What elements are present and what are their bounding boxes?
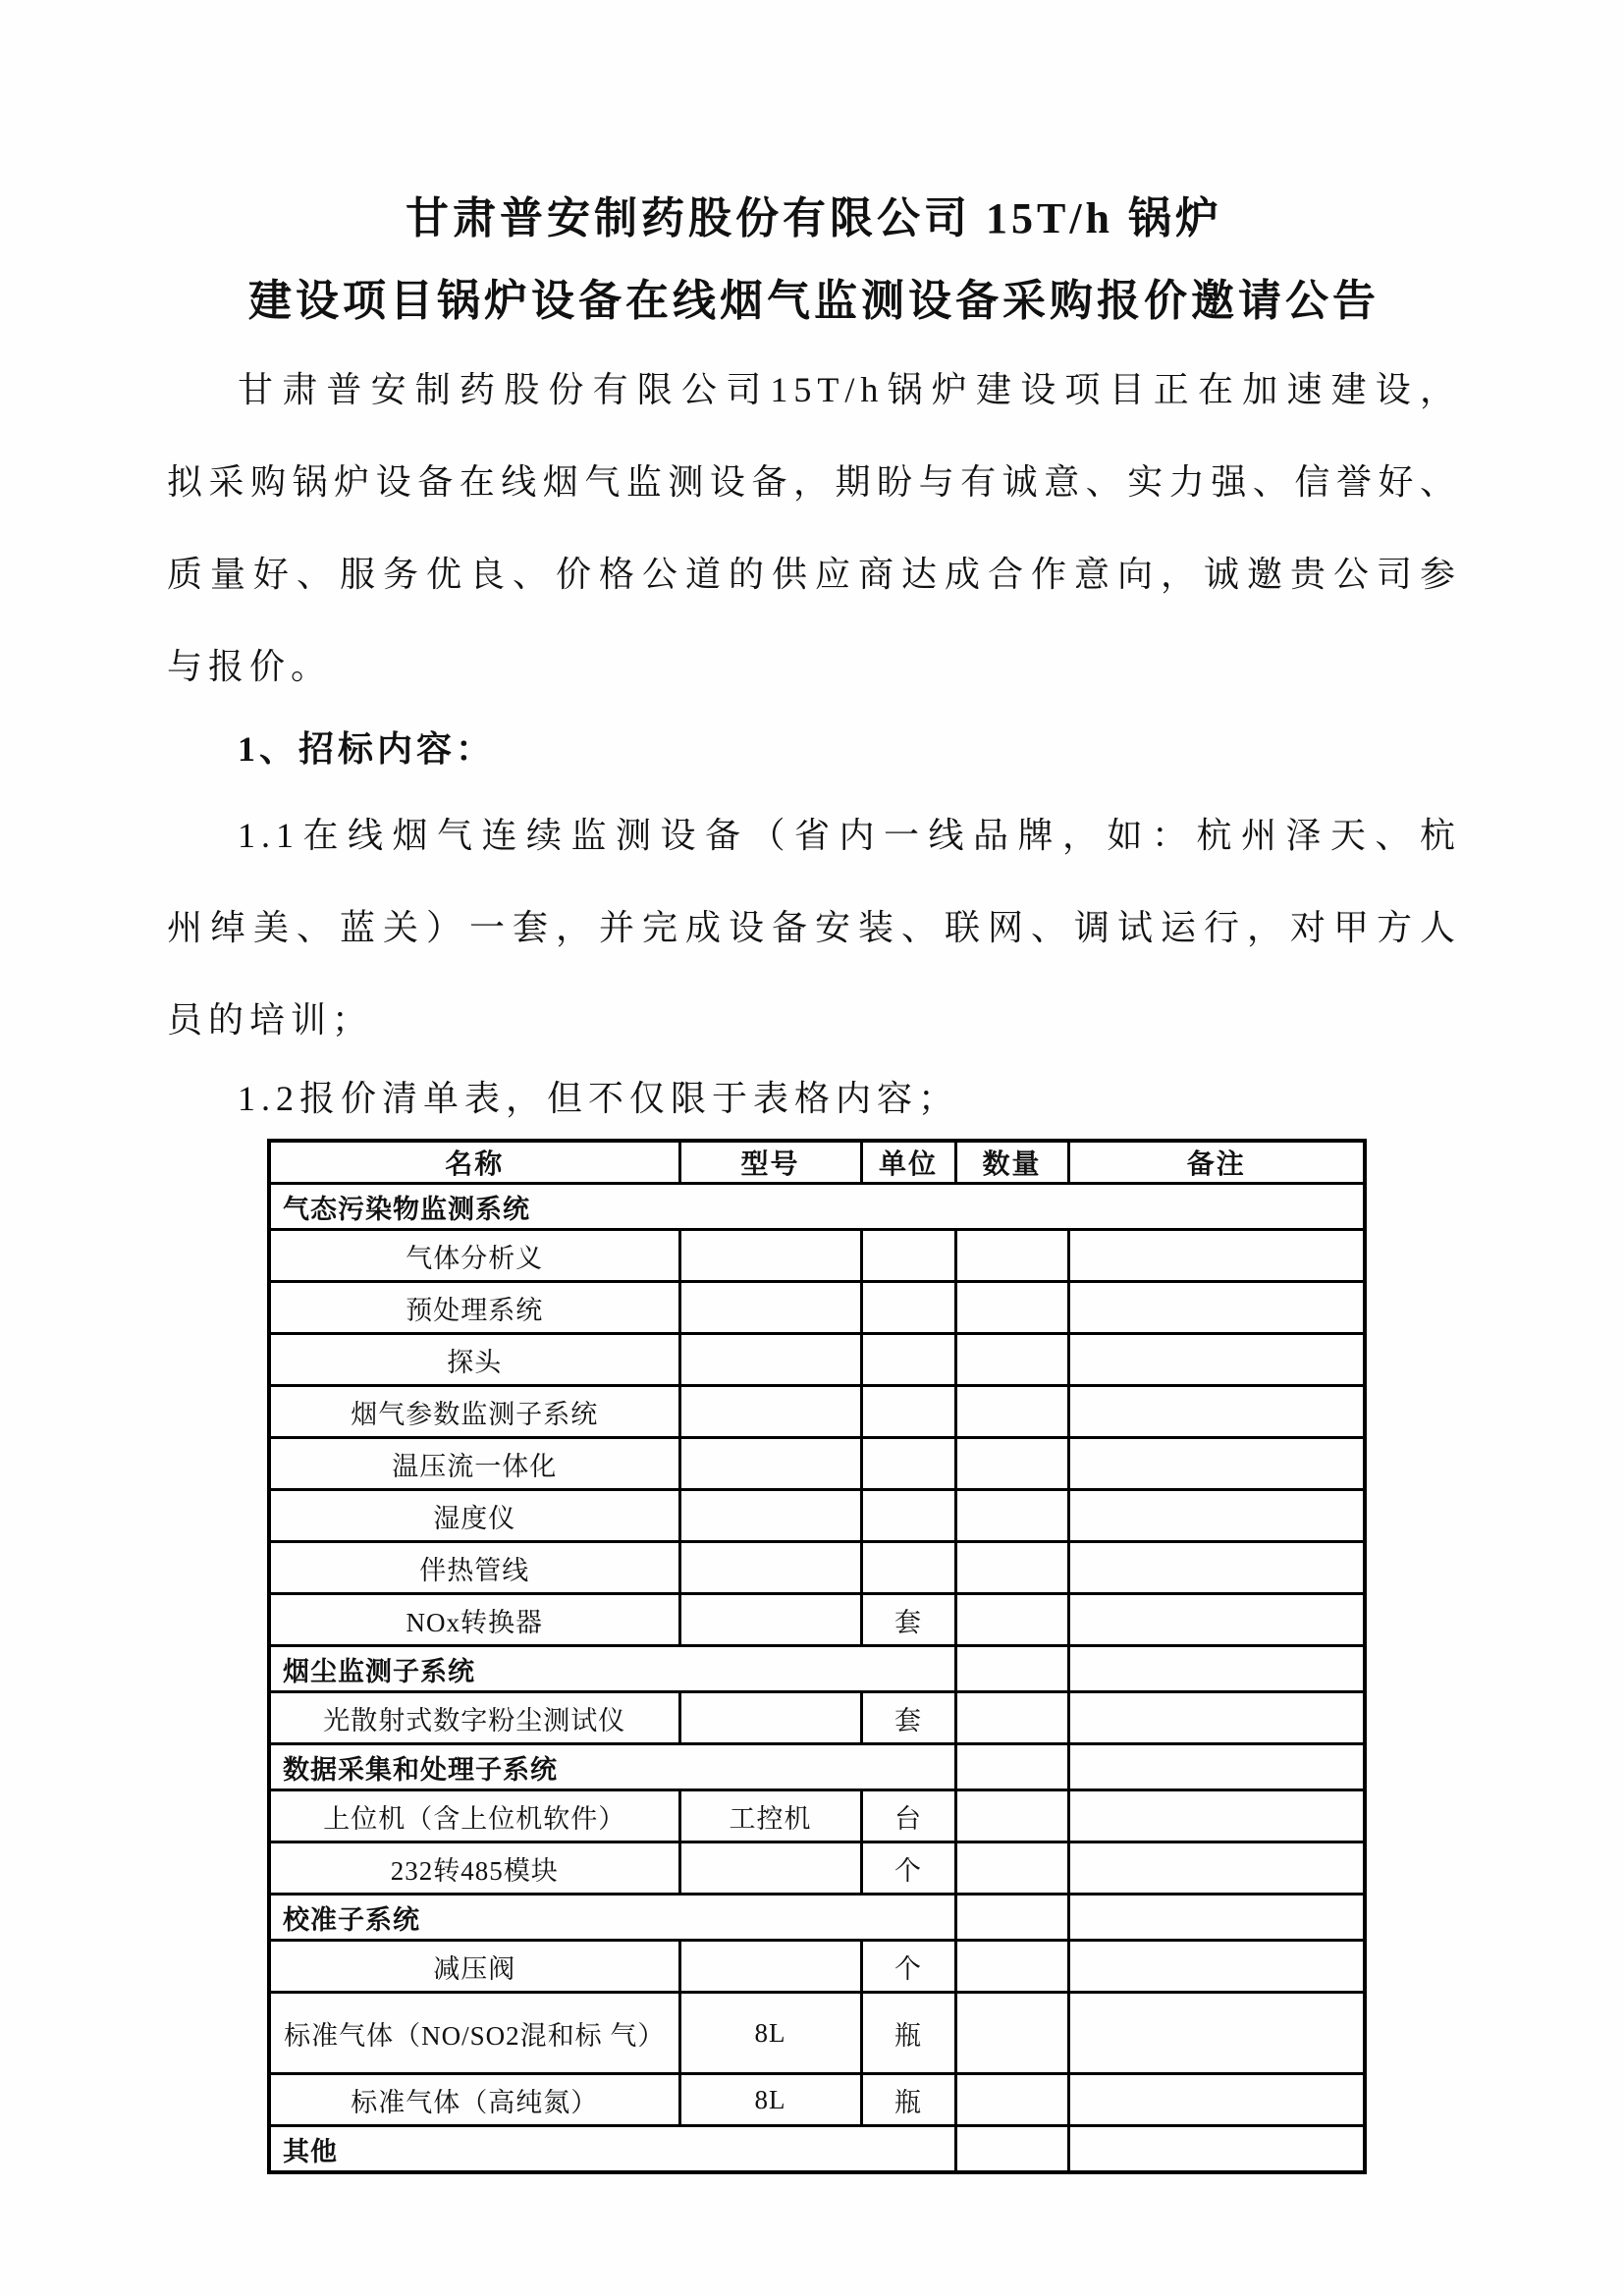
note-cell: [1068, 1646, 1365, 1692]
table-row: [269, 2074, 1365, 2126]
table-row: [269, 1334, 1365, 1386]
table-section-row: [269, 1895, 1365, 1941]
table-row: [269, 1386, 1365, 1438]
table-row: [269, 1542, 1365, 1594]
unit-cell: [861, 1490, 955, 1542]
table-row: [269, 1438, 1365, 1490]
unit-cell: 个: [861, 1842, 955, 1895]
column-header-4: 备注: [1068, 1141, 1365, 1184]
qty-cell: [955, 1895, 1068, 1941]
name-cell: 光散射式数字粉尘测试仪: [269, 1692, 679, 1744]
model-cell: [679, 1386, 861, 1438]
unit-cell: [861, 1230, 955, 1282]
table-section-row: [269, 1646, 1365, 1692]
item-1-2-line: 1.2报价清单表，但不仅限于表格内容；: [238, 1079, 960, 1118]
note-cell: [1068, 1438, 1365, 1490]
intro-line: 质量好、服务优良、价格公道的供应商达成合作意向，诚邀贵公司参: [167, 555, 1461, 594]
model-cell: [679, 1282, 861, 1334]
model-cell: 8L: [679, 1993, 861, 2074]
name-cell: 湿度仪: [269, 1490, 679, 1542]
qty-cell: [955, 1692, 1068, 1744]
qty-cell: [955, 2126, 1068, 2173]
unit-cell: 个: [861, 1941, 955, 1993]
table-row: [269, 1282, 1365, 1334]
section-name-cell: 气态污染物监测系统: [269, 1184, 1365, 1230]
section-name-cell: 校准子系统: [269, 1895, 955, 1941]
name-cell: 气体分析义: [269, 1230, 679, 1282]
table-row: [269, 1692, 1365, 1744]
model-cell: [679, 1542, 861, 1594]
section-name-cell: 其他: [269, 2126, 955, 2173]
qty-cell: [955, 1941, 1068, 1993]
name-cell: 减压阀: [269, 1941, 679, 1993]
name-cell: 烟气参数监测子系统: [269, 1386, 679, 1438]
model-cell: [679, 1842, 861, 1895]
qty-cell: [955, 1744, 1068, 1790]
qty-cell: [955, 1334, 1068, 1386]
model-cell: [679, 1941, 861, 1993]
qty-cell: [955, 1542, 1068, 1594]
name-cell: 标准气体（高纯氮）: [269, 2074, 679, 2126]
model-cell: [679, 1692, 861, 1744]
name-cell: 伴热管线: [269, 1542, 679, 1594]
qty-cell: [955, 1993, 1068, 2074]
unit-cell: 套: [861, 1594, 955, 1646]
model-cell: [679, 1230, 861, 1282]
qty-cell: [955, 1386, 1068, 1438]
note-cell: [1068, 1941, 1365, 1993]
model-cell: 8L: [679, 2074, 861, 2126]
section-name-cell: 数据采集和处理子系统: [269, 1744, 955, 1790]
quote-table: [267, 1139, 1367, 2174]
item-1-1-paragraph: [167, 789, 1461, 1066]
qty-cell: [955, 1230, 1068, 1282]
item-1-1-line: 1.1在线烟气连续监测设备（省内一线品牌，如：杭州泽天、杭: [238, 816, 1461, 855]
table-section-row: [269, 2126, 1365, 2173]
name-cell: 温压流一体化: [269, 1438, 679, 1490]
table-row: [269, 1594, 1365, 1646]
note-cell: [1068, 1895, 1365, 1941]
note-cell: [1068, 1282, 1365, 1334]
model-cell: [679, 1594, 861, 1646]
note-cell: [1068, 2126, 1365, 2173]
document-title-line2: 建设项目锅炉设备在线烟气监测设备采购报价邀请公告: [248, 277, 1380, 325]
table-row: [269, 1941, 1365, 1993]
name-cell: 232转485模块: [269, 1842, 679, 1895]
intro-line: 与报价。: [167, 647, 333, 686]
qty-cell: [955, 1490, 1068, 1542]
note-cell: [1068, 1230, 1365, 1282]
model-cell: [679, 1490, 861, 1542]
qty-cell: [955, 1594, 1068, 1646]
intro-paragraph: [167, 344, 1461, 713]
model-cell: 工控机: [679, 1790, 861, 1842]
section1-heading: 1、招标内容：: [238, 729, 496, 769]
table-section-row: [269, 1184, 1365, 1230]
qty-cell: [955, 1438, 1068, 1490]
qty-cell: [955, 2074, 1068, 2126]
item-1-2-paragraph: [167, 1068, 1461, 1129]
unit-cell: 瓶: [861, 2074, 955, 2126]
unit-cell: 瓶: [861, 1993, 955, 2074]
model-cell: [679, 1334, 861, 1386]
intro-line: 甘肃普安制药股份有限公司15T/h锅炉建设项目正在加速建设，: [238, 370, 1461, 409]
table-section-row: [269, 1744, 1365, 1790]
note-cell: [1068, 1594, 1365, 1646]
document-title-line1: 甘肃普安制药股份有限公司 15T/h 锅炉: [405, 194, 1223, 242]
column-header-3: 数量: [955, 1141, 1068, 1184]
section-name-cell: 烟尘监测子系统: [269, 1646, 955, 1692]
qty-cell: [955, 1790, 1068, 1842]
unit-cell: 台: [861, 1790, 955, 1842]
note-cell: [1068, 1993, 1365, 2074]
item-1-1-line: 州绰美、蓝关）一套，并完成设备安装、联网、调试运行，对甲方人: [167, 908, 1461, 947]
note-cell: [1068, 1386, 1365, 1438]
note-cell: [1068, 1542, 1365, 1594]
unit-cell: [861, 1386, 955, 1438]
column-header-2: 单位: [861, 1141, 955, 1184]
note-cell: [1068, 1790, 1365, 1842]
qty-cell: [955, 1842, 1068, 1895]
column-header-0: 名称: [269, 1141, 679, 1184]
column-header-1: 型号: [679, 1141, 861, 1184]
model-cell: [679, 1438, 861, 1490]
unit-cell: [861, 1334, 955, 1386]
table-row: [269, 1993, 1365, 2074]
name-cell: 标准气体（NO/SO2混和标 气）: [269, 1993, 679, 2074]
name-cell: NOx转换器: [269, 1594, 679, 1646]
table-row: [269, 1230, 1365, 1282]
item-1-1-line: 员的培训；: [167, 1000, 374, 1040]
note-cell: [1068, 2074, 1365, 2126]
table-row: [269, 1842, 1365, 1895]
name-cell: 预处理系统: [269, 1282, 679, 1334]
unit-cell: [861, 1282, 955, 1334]
table-row: [269, 1490, 1365, 1542]
unit-cell: [861, 1542, 955, 1594]
table-row: [269, 1790, 1365, 1842]
intro-line: 拟采购锅炉设备在线烟气监测设备，期盼与有诚意、实力强、信誉好、: [167, 462, 1461, 502]
name-cell: 上位机（含上位机软件）: [269, 1790, 679, 1842]
note-cell: [1068, 1490, 1365, 1542]
qty-cell: [955, 1646, 1068, 1692]
qty-cell: [955, 1282, 1068, 1334]
note-cell: [1068, 1334, 1365, 1386]
note-cell: [1068, 1744, 1365, 1790]
unit-cell: 套: [861, 1692, 955, 1744]
quote-table-body: [269, 1184, 1365, 2173]
note-cell: [1068, 1692, 1365, 1744]
name-cell: 探头: [269, 1334, 679, 1386]
table-header-row: [269, 1141, 1365, 1184]
unit-cell: [861, 1438, 955, 1490]
note-cell: [1068, 1842, 1365, 1895]
